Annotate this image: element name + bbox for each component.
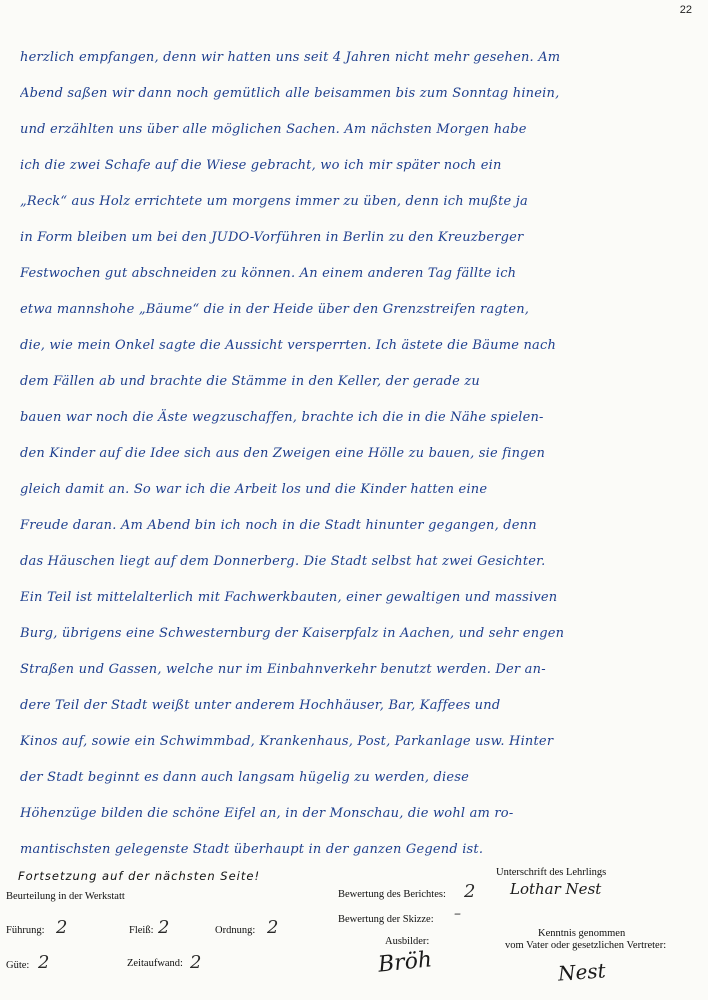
body-line: Ein Teil ist mittelalterlich mit Fachwerkbauten, einer gewaltigen und massiven bbox=[20, 590, 558, 605]
leadership-value: 2 bbox=[56, 917, 68, 938]
body-line: ich die zwei Schafe auf die Wiese gebracht, wo ich mir später noch ein bbox=[20, 158, 502, 173]
quality-label: Güte: bbox=[6, 960, 30, 971]
leadership-label: Führung: bbox=[6, 925, 45, 936]
apprentice-signature-label: Unterschrift des Lehrlings bbox=[496, 867, 607, 878]
body-line: die, wie mein Onkel sagte die Aussicht versperrten. Ich ästete die Bäume nach bbox=[20, 338, 557, 353]
time-value: 2 bbox=[190, 952, 202, 973]
sketch-rating-label: Bewertung der Skizze: bbox=[338, 914, 434, 925]
body-line: bauen war noch die Äste wegzuschaffen, brachte ich die in die Nähe spielen- bbox=[20, 410, 544, 425]
continuation-note: Fortsetzung auf der nächsten Seite! bbox=[18, 869, 261, 883]
diligence-label: Fleiß: bbox=[129, 925, 154, 936]
quality-value: 2 bbox=[38, 952, 50, 973]
apprentice-signature: Lothar Nest bbox=[510, 880, 602, 898]
body-line: dem Fällen ab und brachte die Stämme in den Keller, der gerade zu bbox=[20, 374, 480, 389]
acknowledged-label-guardian: vom Vater oder gesetzlichen Vertreter: bbox=[505, 940, 667, 951]
guardian-signature: Nest bbox=[557, 958, 607, 986]
body-line: „Reck“ aus Holz errichtete um morgens immer zu üben, denn ich mußte ja bbox=[20, 194, 528, 209]
body-line: herzlich empfangen, denn wir hatten uns seit 4 Jahren nicht mehr gesehen. Am bbox=[20, 50, 561, 65]
order-label: Ordnung: bbox=[215, 925, 256, 936]
order-value: 2 bbox=[267, 917, 279, 938]
body-line: den Kinder auf die Idee sich aus den Zweigen eine Hölle zu bauen, sie fingen bbox=[20, 446, 546, 461]
body-line: der Stadt beginnt es dann auch langsam hügelig zu werden, diese bbox=[20, 770, 470, 785]
page-number: 22 bbox=[679, 4, 692, 16]
body-line: Abend saßen wir dann noch gemütlich alle beisammen bis zum Sonntag hinein, bbox=[20, 86, 560, 101]
body-line: und erzählten uns über alle möglichen Sachen. Am nächsten Morgen habe bbox=[20, 122, 527, 137]
report-rating-label: Bewertung des Berichtes: bbox=[338, 889, 446, 900]
body-line: Burg, übrigens eine Schwesternburg der Kaiserpfalz in Aachen, und sehr engen bbox=[20, 626, 565, 641]
trainer-label: Ausbilder: bbox=[385, 936, 430, 947]
body-line: Höhenzüge bilden die schöne Eifel an, in der Monschau, die wohl am ro- bbox=[20, 806, 514, 821]
time-label: Zeitaufwand: bbox=[127, 958, 183, 969]
assessment-workshop-label: Beurteilung in der Werkstatt bbox=[6, 891, 125, 902]
body-line: Straßen und Gassen, welche nur im Einbahnverkehr benutzt werden. Der an- bbox=[20, 662, 546, 677]
acknowledged-label: Kenntnis genommen bbox=[538, 928, 626, 939]
body-line: das Häuschen liegt auf dem Donnerberg. Die Stadt selbst hat zwei Gesichter. bbox=[20, 554, 546, 569]
body-line: Freude daran. Am Abend bin ich noch in die Stadt hinunter gegangen, denn bbox=[20, 518, 537, 533]
body-line: Kinos auf, sowie ein Schwimmbad, Krankenhaus, Post, Parkanlage usw. Hinter bbox=[20, 734, 554, 749]
body-line: etwa mannshohe „Bäume“ die in der Heide über den Grenzstreifen ragten, bbox=[20, 302, 530, 317]
sketch-rating-value: – bbox=[454, 906, 461, 922]
trainer-signature: Bröh bbox=[376, 947, 434, 978]
body-line: gleich damit an. So war ich die Arbeit los und die Kinder hatten eine bbox=[20, 482, 488, 497]
body-line: mantischsten gelegenste Stadt überhaupt in der ganzen Gegend ist. bbox=[20, 842, 484, 857]
body-line: dere Teil der Stadt weißt unter anderem Hochhäuser, Bar, Kaffees und bbox=[20, 698, 501, 713]
diligence-value: 2 bbox=[158, 917, 170, 938]
report-rating-value: 2 bbox=[464, 881, 476, 902]
body-line: Festwochen gut abschneiden zu können. An einem anderen Tag fällte ich bbox=[20, 266, 517, 281]
body-line: in Form bleiben um bei den JUDO-Vorführen in Berlin zu den Kreuzberger bbox=[20, 230, 524, 245]
